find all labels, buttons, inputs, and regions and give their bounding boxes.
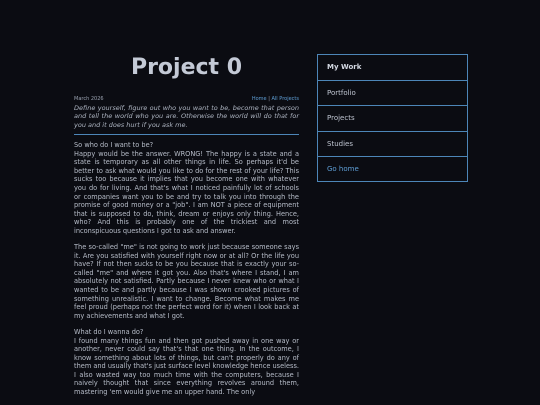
section-question: What do I wanna do? — [74, 328, 144, 337]
paragraph: Happy would be the answer. WRONG! The happy is a state and a state is temporary as all other things in life. So perhaps it'd be better to ask what would you like to do for the rest of your life? This sucks too because it implies that you become one with whatever you do for living. And that's what I noticed painfully lot of schools or companies want you to be and try to talk you into through the promise of good money or a "job". I am NOT a piece of equipment that is supposed to do, think, dream or enjoys only thing. Hence, who? And this is probably one of the trickiest and most inconspicuous questions I got to ask and answer. — [74, 149, 299, 235]
section-question: So who do I want to be? — [74, 141, 154, 150]
paragraph: I found many things fun and then got pushed away in one way or another, never could say that's that one thing. In the outcome, I know something about lots of things, but can't properly do any of them and usually that's just surface level knowledge hence useless. I also wasted way too much time with the computers, because I naively thought that since everything revolves around them, mastering 'em would give me an upper hand. The only — [74, 336, 299, 396]
link-separator: | — [268, 96, 270, 102]
paragraph: The so-called "me" is not going to work just because someone says it. Are you satisfied with yourself right now or at all? Or the life you have? If not then sucks to be you because that is exactly your so-called "me" and where it got you. Also that's where I stand, I am absolutely not satisfied. Partly because I never knew who or what I wanted to be and partly because I was shown crooked pictures of something unrealistic. I want to change. Become what makes me feel proud (perhaps not the perfect word for it) when I look back at my achievements and what I got. — [74, 243, 299, 320]
article-nav-links — [252, 96, 299, 103]
sidebar-item-studies[interactable]: Studies — [318, 131, 467, 156]
article-body — [74, 141, 299, 396]
home-link[interactable]: Home — [251, 96, 267, 102]
sidebar-item-projects[interactable]: Projects — [318, 105, 467, 130]
article-meta — [74, 96, 299, 103]
sidebar-header: My Work — [327, 63, 362, 71]
page-title: Project 0 — [130, 55, 243, 80]
article — [74, 48, 299, 397]
article-intro: Define yourself, figure out who you want to be, become that person and tell the world who you are. Otherwise the world will do that for you and it does hurt if you ask me. — [74, 104, 299, 129]
sidebar-item-portfolio[interactable]: Portfolio — [318, 80, 467, 105]
sidebar-item-go-home[interactable]: Go home — [318, 156, 467, 181]
article-date: March 2026 — [74, 96, 104, 102]
all-projects-link[interactable]: All Projects — [271, 96, 299, 102]
sidebar-nav — [317, 54, 468, 182]
divider — [74, 134, 299, 135]
